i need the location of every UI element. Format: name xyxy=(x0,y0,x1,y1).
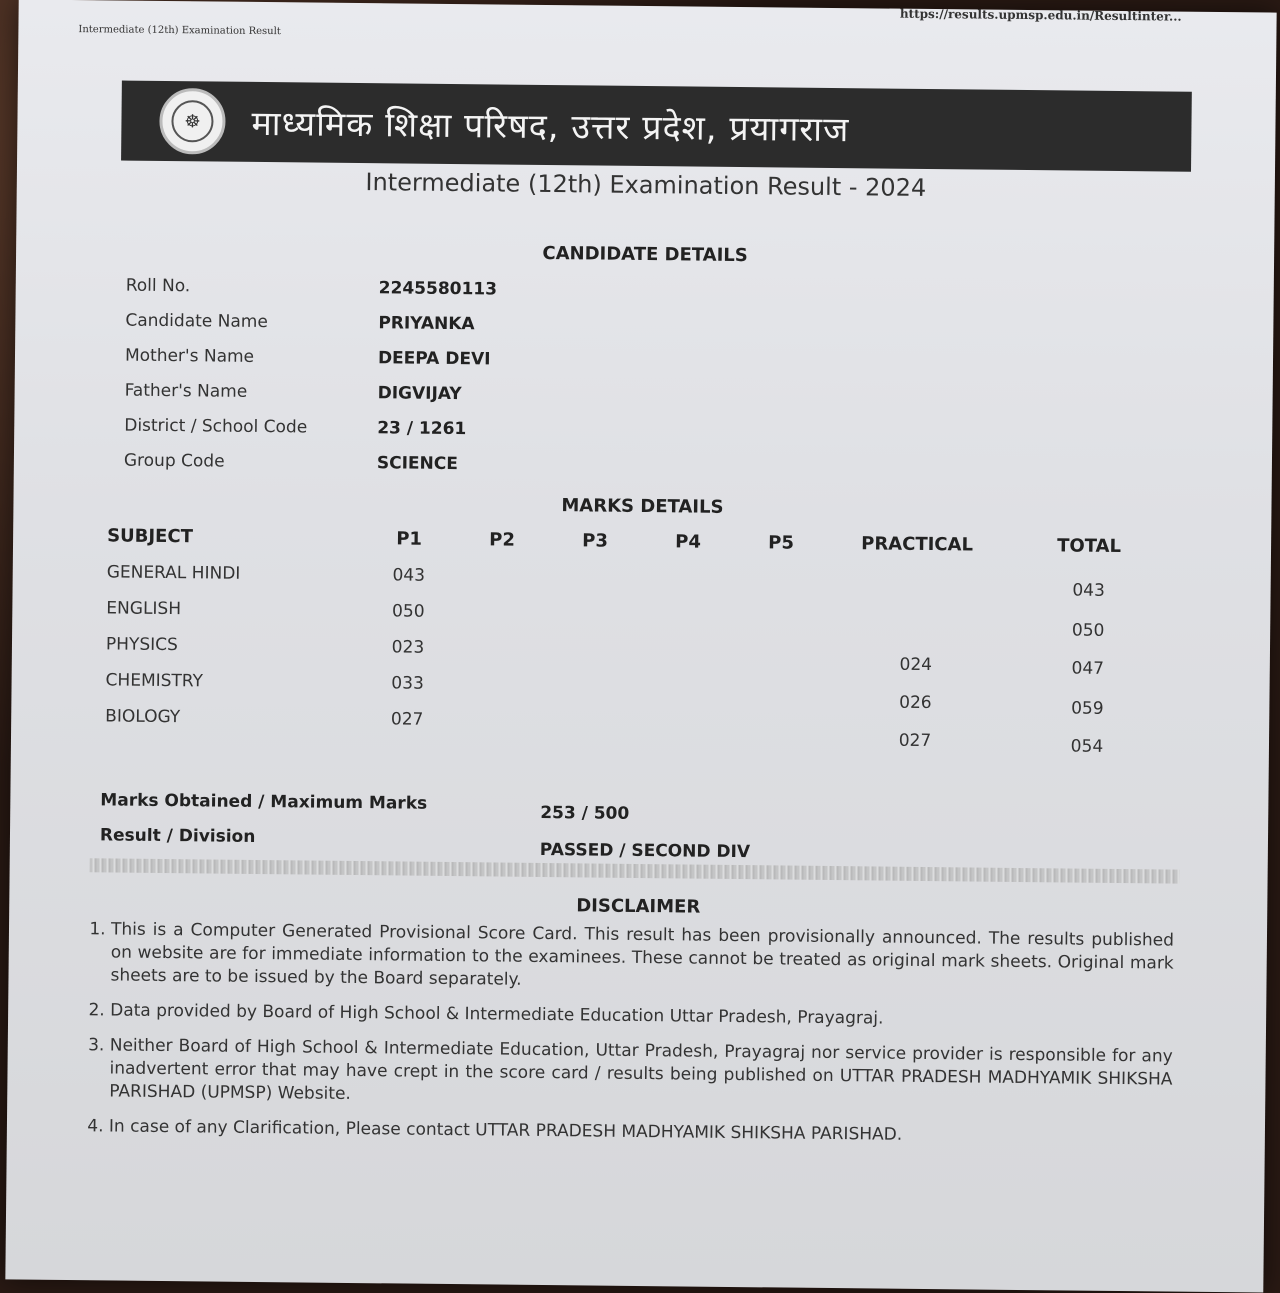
total-cell: 054 xyxy=(1070,736,1104,757)
list-item: 1. This is a Computer Generated Provisional Score Card. This result has been provisionally announced. The results published on website are for immediate information to the examinees. These cannot be treated as original mark sheets. Original mark sheets are to be issued by the Board separately. xyxy=(110,918,1174,998)
marks-obtained-value: 253 / 500 xyxy=(540,802,630,824)
list-item: 4. In case of any Clarification, Please contact UTTAR PRADESH MADHYAMIK SHIKSHA PARISHAD. xyxy=(109,1115,1172,1149)
candidate-row xyxy=(125,346,825,383)
board-name: माध्यमिक शिक्षा परिषद, उत्तर प्रदेश, प्रयागराज xyxy=(251,103,850,151)
candidate-label: Father's Name xyxy=(124,380,248,402)
print-header-title: Intermediate (12th) Examination Result xyxy=(78,24,281,38)
candidate-label: Mother's Name xyxy=(124,345,255,367)
candidate-label: Group Code xyxy=(123,450,225,472)
candidate-row xyxy=(125,311,825,348)
marks-summary-row xyxy=(100,790,1000,829)
candidate-label: Roll No. xyxy=(125,275,191,297)
col-p1: P1 xyxy=(396,528,423,550)
col-subject: SUBJECT xyxy=(107,525,194,548)
list-item: 2. Data provided by Board of High School & Intermediate Education Uttar Pradesh, Prayagraj. xyxy=(110,999,1173,1033)
practical-cell: 027 xyxy=(898,730,932,752)
printed-url: https://results.upmsp.edu.in/Resultinter... xyxy=(899,6,1182,24)
result-division-label: Result / Division xyxy=(99,825,256,847)
candidate-details-heading: CANDIDATE DETAILS xyxy=(542,242,748,267)
result-sheet xyxy=(5,0,1276,1293)
practical-cell xyxy=(832,570,1002,572)
col-p2: P2 xyxy=(489,529,516,551)
col-p4: P4 xyxy=(675,531,702,553)
candidate-value: 23 / 1261 xyxy=(377,418,467,440)
p1-cell: 027 xyxy=(390,709,424,730)
subject-cell: CHEMISTRY xyxy=(105,670,204,692)
candidate-row xyxy=(124,451,824,488)
candidate-value: SCIENCE xyxy=(376,453,458,475)
subject-cell: BIOLOGY xyxy=(105,706,181,728)
subject-cell: GENERAL HINDI xyxy=(106,562,241,584)
practical-cell: 026 xyxy=(899,692,932,714)
total-cell: 050 xyxy=(1071,620,1105,641)
result-division-value: PASSED / SECOND DIV xyxy=(539,839,751,863)
candidate-label: District / School Code xyxy=(124,415,308,438)
p1-cell: 043 xyxy=(392,565,426,586)
p1-cell: 023 xyxy=(391,637,425,658)
col-p5: P5 xyxy=(768,532,795,554)
board-seal-icon: ☸ xyxy=(159,88,226,155)
total-cell: 043 xyxy=(1072,580,1105,601)
candidate-value: PRIYANKA xyxy=(378,313,475,335)
total-cell: 059 xyxy=(1071,698,1104,719)
marks-details-heading: MARKS DETAILS xyxy=(561,495,724,518)
practical-cell: 024 xyxy=(899,654,933,676)
subject-cell: PHYSICS xyxy=(105,634,178,656)
marks-obtained-label: Marks Obtained / Maximum Marks xyxy=(100,790,428,814)
divider xyxy=(90,858,1180,883)
practical-cell xyxy=(831,606,1001,608)
disclaimer-heading: DISCLAIMER xyxy=(576,895,701,918)
candidate-value: DIGVIJAY xyxy=(377,383,462,405)
p1-cell: 050 xyxy=(392,601,425,622)
candidate-row xyxy=(126,276,826,313)
col-p3: P3 xyxy=(582,530,609,552)
board-banner xyxy=(121,81,1192,172)
candidate-label: Candidate Name xyxy=(125,310,268,333)
candidate-row xyxy=(124,416,824,453)
candidate-value: DEEPA DEVI xyxy=(377,348,491,370)
disclaimer-list xyxy=(87,918,1174,1161)
list-item: 3. Neither Board of High School & Intermediate Education, Uttar Pradesh, Prayagraj nor service provider is responsible for any inadvertent error that may have crept in the score card / results being published on UTTAR PRADESH MADHYAMIK SHIKSHA PARISHAD (UPMSP) Website. xyxy=(109,1034,1173,1114)
subject-cell: ENGLISH xyxy=(106,598,182,620)
p1-cell: 033 xyxy=(391,673,424,694)
candidate-value: 2245580113 xyxy=(378,278,498,300)
candidate-row xyxy=(124,381,824,418)
col-practical: PRACTICAL xyxy=(861,533,974,556)
col-total: TOTAL xyxy=(1057,535,1122,558)
exam-title: Intermediate (12th) Examination Result - 2024 xyxy=(365,168,927,202)
total-cell: 047 xyxy=(1071,658,1105,679)
